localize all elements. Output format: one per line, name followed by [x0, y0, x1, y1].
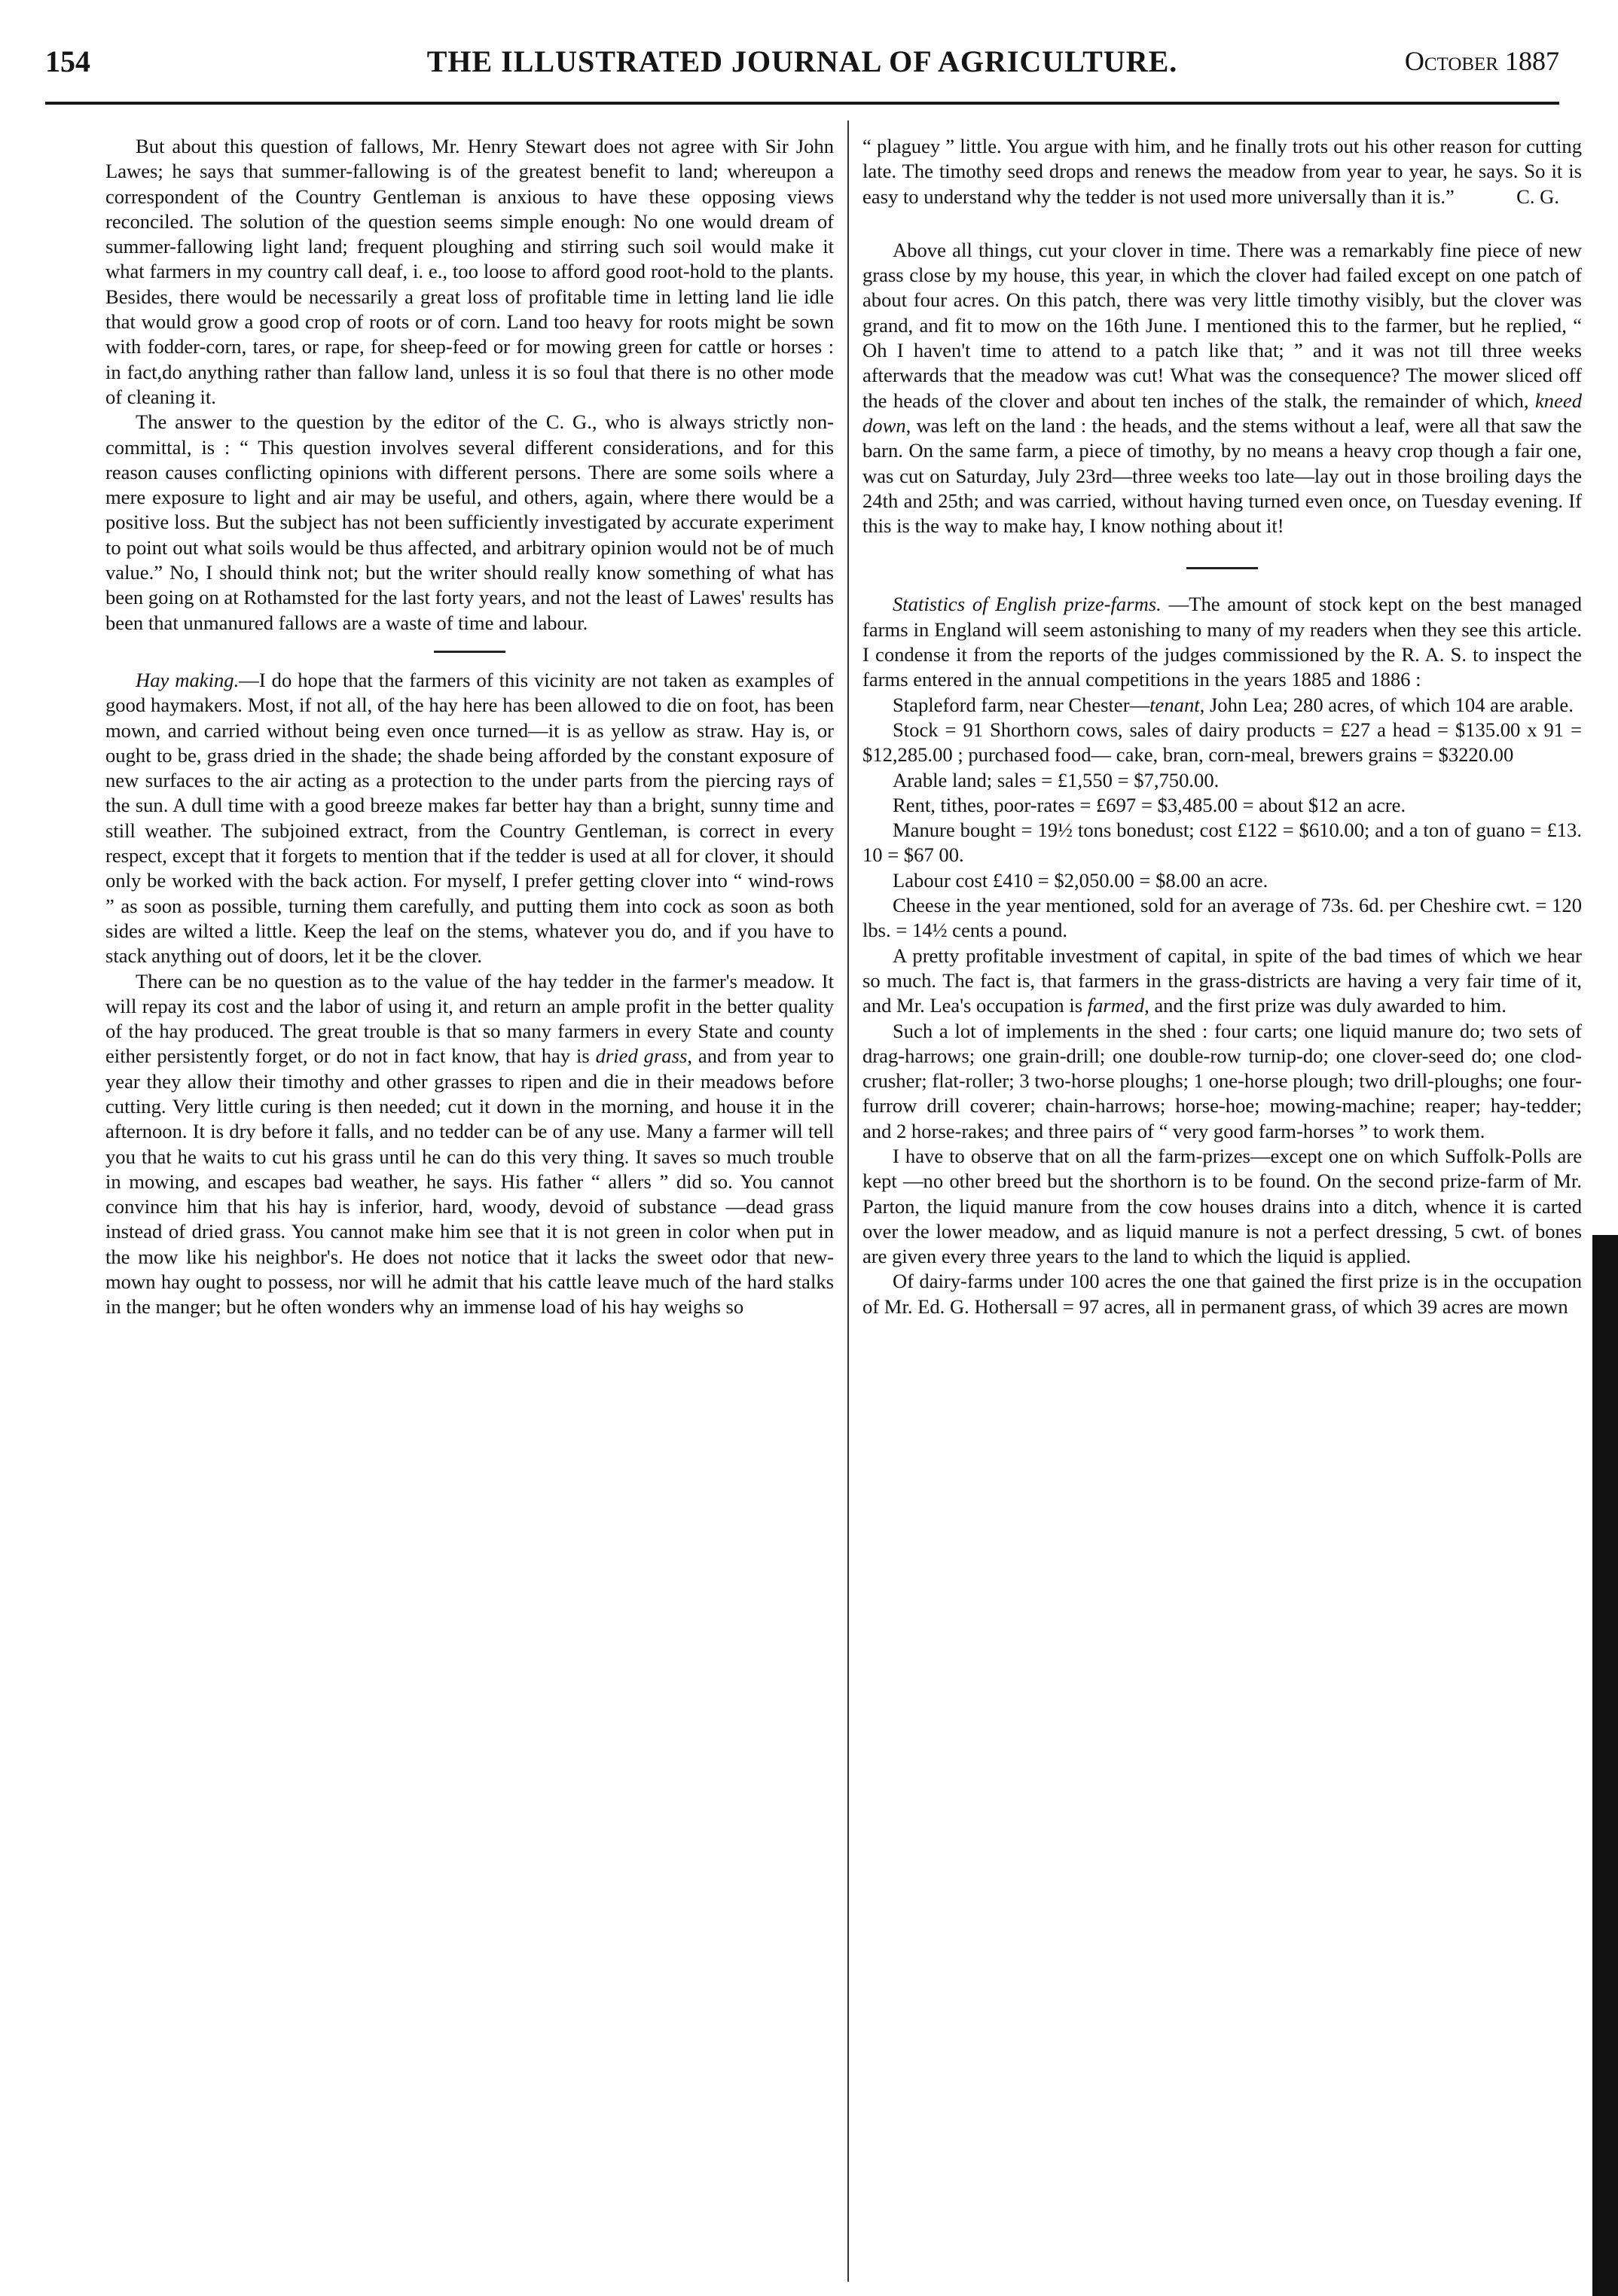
header-rule [45, 102, 1559, 105]
journal-title: THE ILLUSTRATED JOURNAL OF AGRICULTURE. [426, 44, 1178, 78]
implements-paragraph: Such a lot of implements in the shed : four carts; one liquid manure do; two sets of drag-harrows; one grain-drill; one double-row turnip-do; one clover-seed do; one clod-crusher; flat-roller; 3 two-horse ploughs; 1 one-horse plough; two drill-ploughs; one four-furrow drill coverer; chain-harrows; horse-hoe; mowing-machine; reaper; hay-tedder; and 2 horse-rakes; and three pairs of “ very good farm-horses ” to work them. [862, 1019, 1582, 1142]
cheese-line: Cheese in the year mentioned, sold for an average of 73s. 6d. per Cheshire cwt. = 120 lbs. = 14½ cents a pound. [862, 894, 1582, 942]
investment-paragraph [862, 944, 1582, 1019]
stock-line: Stock = 91 Shorthorn cows, sales of dairy products = £27 a head = $135.00 x 91 = $12,285.00 ; purchased food— cake, bran, corn-meal, brewers grains = $3220.00 [862, 718, 1582, 767]
continuation-paragraph [862, 134, 1582, 209]
running-header [45, 44, 1559, 86]
rent-line: Rent, tithes, poor-rates = £697 = $3,485.00 = about $12 an acre. [893, 793, 1406, 816]
manure-line: Manure bought = 19½ tons bonedust; cost £122 = $610.00; and a ton of guano = £13. 10 = $67 00. [862, 819, 1582, 867]
invest-start: A pretty profitable investment of capital, in spite of the bad times of which we hear so much. The fact is, that farmers in the grass-districts are having a very fair time of it, and Mr. Lea's occupation is [862, 944, 1582, 1017]
hay-making-paragraph-1 [105, 668, 834, 969]
fallows-paragraph-2: The answer to the question by the editor of the C. G., who is always strictly non-committal, is : “ This question involves several different considerations, and for this reason causes conflicting opinions with different persons. There are some soils where a mere exposure to light and air may be useful, and others, again, where there would be a positive loss. But the subject has not been sufficiently investigated by accurate experiment to point out what soils would be thus affected, and arbitrary opinion would not be of much value.” No, I should think not; but the writer should really know something of what has been going on at Rothamsted for the last forty years, and not the least of Lawes' results has been that unmanured fallows are a waste of time and labour. [105, 410, 834, 634]
column-divider [847, 120, 849, 2282]
hay-making-title: Hay making. [136, 668, 240, 691]
hay-p2-end: , and from year to year they allow their timothy and other grasses to ripen and die in their meadows before cutting. Very little curing is then needed; cut it down in the morning, and house it in the afternoon. It is dry before it falls, and no tedder can be of any use. Many a farmer will tell you that he waits to cut his grass until he can do this very thing. It saves so much trouble in mowing, and escapes bad weather, he says. His father “ allers ” did so. You cannot convince him that his hay is inferior, hard, woody, devoid of substance —dead grass instead of dried grass. You cannot make him see that it is not green in color when put in the mow like his neighbor's. He does not notice that it lacks the sweet odor that new-mown hay ought to possess, nor will he admit that his cattle leave much of the hard stalks in the manger; but he often wonders why an immense load of his hay weighs so [105, 1044, 834, 1319]
left-column [105, 134, 834, 1320]
fallows-paragraph-1: But about this question of fallows, Mr. Henry Stewart does not agree with Sir John Lawes; he says that summer-fallowing is of the greatest benefit to land; whereupon a correspondent of the Country Gentleman is anxious to have these opposing views reconciled. The solution of the question seems simple enough: No one would dream of summer-fallowing light land; frequent ploughing and stirring such soil would make it what farmers in my country call deaf, i. e., too loose to afford good root-hold to the plants. Besides, there would be necessarily a great loss of profitable time in letting land lie idle that would grow a good crop of roots or of corn. Land too heavy for roots might be sown with fodder-corn, tares, or rape, for sheep-feed or for mowing green for cattle or horses : in fact,do anything rather than fallow land, unless it is so foul that there is no other mode of cleaning it. [105, 135, 834, 408]
invest-end: , and the first prize was duly awarded to him. [1144, 994, 1507, 1017]
signature-cg: C. G. [1516, 184, 1559, 208]
stapleford-farm-line [862, 693, 1582, 718]
observe-paragraph: I have to observe that on all the farm-prizes—except one on which Suffolk-Polls are kept —no other breed but the shorthorn is to be found. On the second prize-farm of Mr. Parton, the liquid manure from the cow houses drains into a ditch, whence it is carted over the lower meadow, and as liquid manure is not a perfect dressing, 5 cwt. of bones are given every three years to the land to which the liquid is applied. [862, 1144, 1582, 1268]
dairy-farms-paragraph: Of dairy-farms under 100 acres the one that gained the first prize is in the occupation of Mr. Ed. G. Hothersall = 97 acres, all in permanent grass, of which 39 acres are mown [862, 1270, 1582, 1318]
section-separator [434, 651, 505, 653]
farm-start: Stapleford farm, near Chester— [893, 693, 1150, 716]
statistics-title: Statistics of English prize-farms. [893, 593, 1162, 616]
farm-end: , John Lea; 280 acres, of which 104 are arable. [1199, 693, 1574, 716]
section-separator-2 [1186, 567, 1258, 569]
page-number: 154 [45, 44, 90, 78]
farm-emphasis: tenant [1149, 693, 1200, 716]
hay-p2-start: There can be no question as to the value of the hay tedder in the farmer's meadow. It will repay its cost and the labor of using it, and return an ample profit in the better quality of the hay produced. The great trouble is that so many farmers in every State and county either persistently forget, or do not in fact know, that hay is [105, 969, 834, 1068]
clover-emphasis: kneed down [862, 389, 1582, 437]
continuation-text: “ plaguey ” little. You argue with him, and he finally trots out his other reason for cutting late. The timothy seed drops and renews the meadow from year to year, he says. So it is easy to understand why the tedder is not used more universally than it is.” [862, 135, 1582, 208]
issue-date: October 1887 [1404, 46, 1559, 76]
right-column [862, 134, 1582, 1319]
clover-end: , was left on the land : the heads, and the stems without a leaf, were all that saw the barn. On the same farm, a piece of timothy, by no means a heavy crop though a fair one, was cut on Saturday, July 23rd—three weeks too late—lay out in those broiling days the 24th and 25th; and was carried, without having turned even once, on Tuesday evening. If this is the way to make hay, I know nothing about it! [862, 413, 1582, 538]
invest-emphasis: farmed [1087, 994, 1145, 1017]
hay-making-paragraph-2 [105, 969, 834, 1320]
hay-making-text: —I do hope that the farmers of this vicinity are not taken as examples of good haymakers. Most, if not all, of the hay here has been allowed to die on foot, has been mown, and carried without being even once turned—it is as yellow as straw. Hay is, or ought to be, grass dried in the shade; the shade being afforded by the constant exposure of new surfaces to the air acting as a protection to the under parts from the piercing rays of the sun. A dull time with a good breeze makes far better hay than a bright, sunny time and still weather. The subjoined extract, from the Country Gentleman, is correct in every respect, except that it forgets to mention that if the tedder is used at all for clover, it should only be worked with the back action. For myself, I prefer getting clover into “ wind-rows ” as soon as possible, turning them carefully, and putting them into cock as soon as both sides are wilted a little. Keep the leaf on the stems, whatever you do, and if you have to stack anything out of doors, let it be the clover. [105, 668, 834, 968]
statistics-text: —The amount of stock kept on the best managed farms in England will seem astonishing to many of my readers when they see this article. I condense it from the reports of the judges commissioned by the R. A. S. to inspect the farms entered in the annual competitions in the years 1885 and 1886 : [862, 593, 1582, 691]
statistics-intro [862, 592, 1582, 692]
hay-p2-emphasis: dried grass [595, 1044, 688, 1068]
arable-line: Arable land; sales = £1,550 = $7,750.00. [893, 768, 1220, 791]
clover-paragraph [862, 238, 1582, 539]
page-edge-shadow [1592, 1235, 1618, 2296]
labour-line: Labour cost £410 = $2,050.00 = $8.00 an acre. [893, 868, 1268, 892]
clover-start: Above all things, cut your clover in time. There was a remarkably fine piece of new grass close by my house, this year, in which the clover had failed except on one patch of about four acres. On this patch, there was very little timothy visibly, but the clover was grand, and fit to mow on the 16th June. I mentioned this to the farmer, but he replied, “ Oh I haven't time to attend to a patch like that; ” and it was not till three weeks afterwards that the meadow was cut! What was the consequence? The mower sliced off the heads of the clover and about ten inches of the stalk, the remainder of which, [862, 238, 1582, 412]
